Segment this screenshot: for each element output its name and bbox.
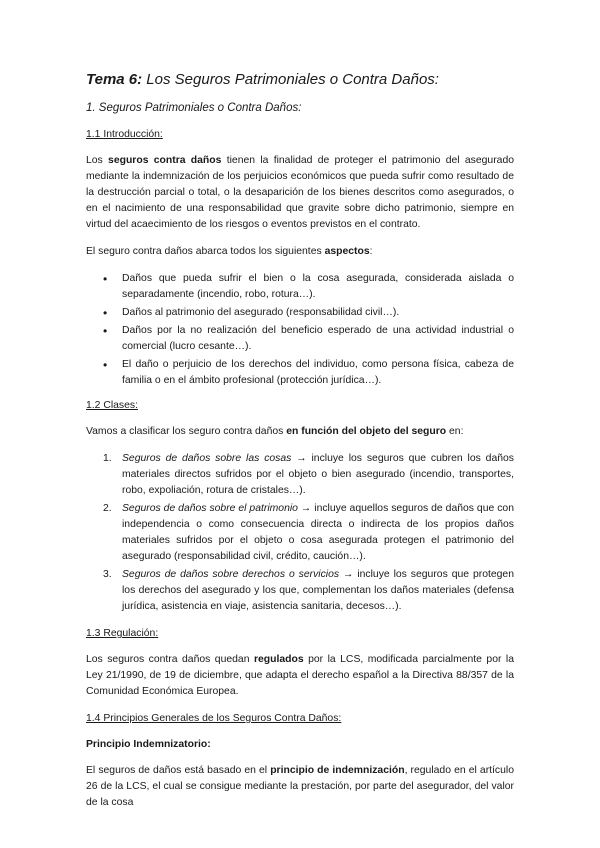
paragraph-intro-1: Los seguros contra daños tienen la finalidad de proteger el patrimonio del asegurado mediante la indemnización de los perjuicios económicos que pueda sufrir como resultado de la destrucción parcial o total, o la desaparición de los bienes descritos como asegurados, o en el nacimiento de una responsabilidad que gravite sobre dicho patrimonio, siempre en virtud del acaecimiento de los riesgos o eventos previstos en el contrato. — [86, 155, 514, 230]
paragraph-intro-2: El seguro contra daños abarca todos los siguientes aspectos: — [86, 246, 373, 257]
bold-term: aspectos — [324, 246, 370, 257]
heading-principio-indemnizatorio: Principio Indemnizatorio: — [86, 739, 211, 750]
paragraph-principio: El seguros de daños está basado en el principio de indemnización, regulado en el artículo 26 de la LCS, el cual se consigue mediante la prestación, por parte del asegurador, del valor de la cosa — [86, 765, 514, 808]
classes-list — [86, 451, 514, 615]
list-item: • Daños por la no realización del beneficio esperado de una actividad industrial o comercial (lucro cesante…). — [122, 323, 514, 355]
heading-clases: 1.2 Clases: — [86, 400, 138, 411]
section-subtitle: 1. Seguros Patrimoniales o Contra Daños: — [86, 102, 302, 114]
heading-regulacion: 1.3 Regulación: — [86, 628, 159, 639]
bold-term: principio de indemnización — [270, 765, 405, 776]
aspects-list — [86, 271, 514, 389]
list-item: • Daños que pueda sufrir el bien o la cosa asegurada, considerada aislada o separadamente (incendio, robo, rotura…). — [122, 271, 514, 303]
list-item: 3. Seguros de daños sobre derechos o servicios → incluye los seguros que protegen los derechos del asegurado y los que, complementan los daños materiales (defensa jurídica, asistencia en viaje, asistencia sanitaria, decesos…). — [103, 569, 514, 612]
document-title — [86, 70, 514, 90]
list-item: • El daño o perjuicio de los derechos del individuo, como persona física, cabeza de familia o en el ámbito profesional (protección jurídica…). — [122, 357, 514, 389]
bold-term: regulados — [253, 654, 304, 665]
list-item: 1. Seguros de daños sobre las cosas → incluye los seguros que cubren los daños materiales directos sufridos por el objeto o bien asegurado (incendio, transportes, robo, expoliación, rotura de cristales…). — [103, 453, 514, 496]
bold-term: en función del objeto del seguro — [286, 426, 447, 437]
title-prefix: Tema 6: — [86, 71, 143, 88]
paragraph-regulacion: Los seguros contra daños quedan regulados por la LCS, modificada parcialmente por la Ley 21/1990, de 19 de diciembre, que adapta el derecho español a la Directiva 88/357 de la Comunidad Económica Europea. — [86, 654, 514, 697]
heading-introduccion: 1.1 Introducción: — [86, 129, 163, 140]
title-rest: Los Seguros Patrimoniales o Contra Daños: — [142, 71, 439, 88]
paragraph-clases-intro: Vamos a clasificar los seguro contra daños en función del objeto del seguro en: — [86, 426, 464, 437]
heading-principios: 1.4 Principios Generales de los Seguros Contra Daños: — [86, 713, 342, 724]
list-item: 2. Seguros de daños sobre el patrimonio → incluye aquellos seguros de daños que con independencia o como consecuencia directa o indirecta de los propios daños materiales sufridos por el objeto o cosa asegurada protegen el patrimonio del asegurado (responsabilidad civil, crédito, caución…). — [103, 503, 514, 562]
bold-term: seguros contra daños — [108, 155, 222, 166]
list-item: • Daños al patrimonio del asegurado (responsabilidad civil…). — [122, 305, 514, 321]
